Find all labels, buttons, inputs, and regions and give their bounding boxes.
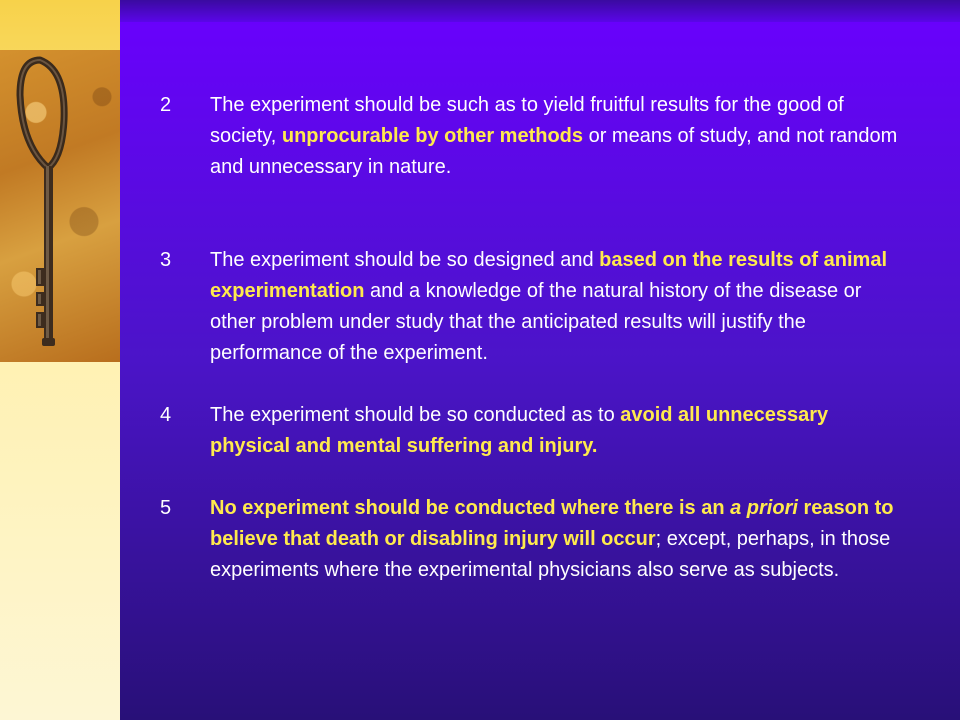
item-number: 4	[160, 404, 172, 426]
key-photo	[0, 50, 120, 362]
item-text: The experiment should be such as to yield fruitful results for the good of society, unprocurable by other methods or means of study, and not random and unnecessary in nature.	[210, 94, 898, 178]
highlight-text: based on the results of animal experimentation	[210, 249, 887, 302]
highlight-text: reason to believe that death or disabling injury will occur	[210, 497, 894, 550]
item-text: The experiment should be so designed and based on the results of animal experimentation and a knowledge of the natural history of the disease or other problem under study that the anticipated results will justify the performance of the experiment.	[210, 249, 887, 364]
top-strip	[120, 0, 960, 22]
list-item-4	[160, 400, 900, 462]
list-item-5	[160, 493, 900, 586]
highlight-text: unprocurable by other methods	[281, 125, 584, 147]
highlight-text: No experiment should be conducted where there is an	[210, 497, 731, 519]
slide-content	[160, 90, 900, 617]
item-number: 3	[160, 249, 172, 271]
item-text: No experiment should be conducted where there is an a priori reason to believe that death or disabling injury will occur; except, perhaps, in those experiments where the experimental physicians also serve as subjects.	[210, 497, 894, 581]
item-text: The experiment should be so conducted as to avoid all unnecessary physical and mental suffering and injury.	[210, 404, 829, 457]
item-number: 2	[160, 94, 172, 116]
item-number: 5	[160, 497, 172, 519]
list-item-2	[160, 90, 900, 183]
list-item-3	[160, 245, 900, 369]
old-key-icon	[0, 50, 120, 362]
highlight-text: avoid all unnecessary physical and mental suffering and injury.	[210, 404, 829, 457]
highlight-italic-text: a priori	[730, 497, 798, 519]
